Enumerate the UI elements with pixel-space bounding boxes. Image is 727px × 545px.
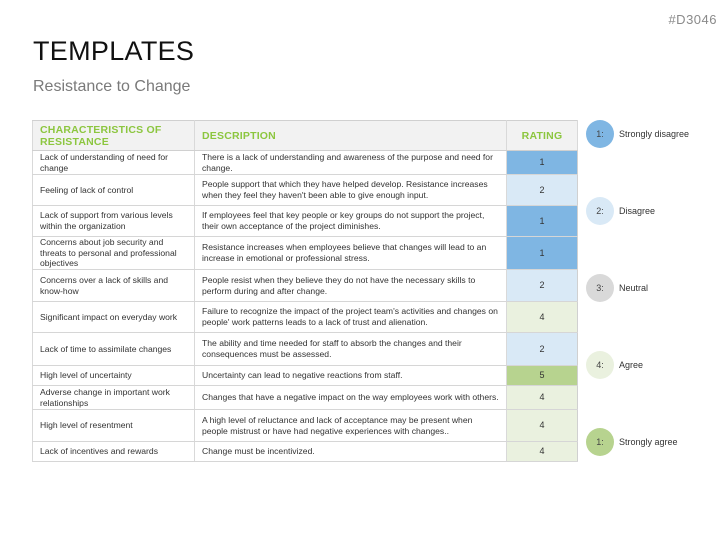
page-subtitle: Resistance to Change — [33, 78, 191, 95]
cell-characteristic: Concerns about job security and threats to personal and professional objectives — [33, 237, 195, 270]
cell-rating: 2 — [507, 333, 578, 366]
cell-rating: 5 — [507, 366, 578, 386]
header-characteristics: CHARACTERISTICS OF RESISTANCE — [33, 121, 195, 151]
legend-item — [586, 120, 726, 148]
legend-circle: 4: — [586, 351, 614, 379]
table-row — [33, 386, 578, 410]
cell-characteristic: Lack of understanding of need for change — [33, 151, 195, 175]
cell-characteristic: High level of uncertainty — [33, 366, 195, 386]
table-row — [33, 151, 578, 175]
cell-description: Resistance increases when employees believe that changes will lead to an increase in emotional or professional stress. — [195, 237, 507, 270]
table-row — [33, 237, 578, 270]
legend-label: Agree — [619, 360, 644, 370]
legend-item — [586, 274, 726, 302]
cell-description: Uncertainty can lead to negative reactions from staff. — [195, 366, 507, 386]
cell-description: Change must be incentivized. — [195, 442, 507, 462]
cell-rating: 4 — [507, 386, 578, 410]
legend-label: Neutral — [619, 283, 649, 293]
document-id: #D3046 — [668, 12, 717, 27]
cell-description: People resist when they believe they do not have the necessary skills to perform during and after change. — [195, 270, 507, 302]
cell-characteristic: Lack of incentives and rewards — [33, 442, 195, 462]
cell-characteristic: Lack of support from various levels within the organization — [33, 206, 195, 237]
cell-rating: 1 — [507, 206, 578, 237]
cell-rating: 1 — [507, 237, 578, 270]
cell-rating: 4 — [507, 410, 578, 442]
cell-description: There is a lack of understanding and awareness of the purpose and need for change. — [195, 151, 507, 175]
cell-description: A high level of reluctance and lack of acceptance may be present when people mistrust or have had negative experiences with changes.. — [195, 410, 507, 442]
legend-label: Disagree — [619, 206, 656, 216]
cell-characteristic: Adverse change in important work relationships — [33, 386, 195, 410]
legend-circle: 1: — [586, 428, 614, 456]
legend-circle: 2: — [586, 197, 614, 225]
table-row — [33, 366, 578, 386]
table-row — [33, 206, 578, 237]
header-rating: RATING — [507, 121, 578, 151]
legend-label: Strongly disagree — [619, 129, 690, 139]
cell-rating: 2 — [507, 270, 578, 302]
cell-description: The ability and time needed for staff to absorb the changes and their consequences must be assessed. — [195, 333, 507, 366]
legend-circle: 3: — [586, 274, 614, 302]
cell-rating: 1 — [507, 151, 578, 175]
legend-item — [586, 428, 726, 456]
cell-characteristic: High level of resentment — [33, 410, 195, 442]
legend-item — [586, 351, 726, 379]
table-row — [33, 270, 578, 302]
table-body — [33, 151, 578, 462]
table-row — [33, 410, 578, 442]
cell-description: Failure to recognize the impact of the project team's activities and changes on people' work patterns leads to a lack of trust and alienation. — [195, 302, 507, 333]
table-header-row — [33, 121, 578, 151]
header-description: DESCRIPTION — [195, 121, 507, 151]
cell-rating: 4 — [507, 302, 578, 333]
legend-item — [586, 197, 726, 225]
table-row — [33, 442, 578, 462]
page-title: TEMPLATES — [33, 36, 195, 66]
cell-rating: 4 — [507, 442, 578, 462]
table-row — [33, 333, 578, 366]
cell-rating: 2 — [507, 175, 578, 206]
resistance-table — [32, 120, 578, 462]
cell-characteristic: Concerns over a lack of skills and know-how — [33, 270, 195, 302]
legend-circle: 1: — [586, 120, 614, 148]
cell-characteristic: Lack of time to assimilate changes — [33, 333, 195, 366]
table-row — [33, 175, 578, 206]
cell-characteristic: Feeling of lack of control — [33, 175, 195, 206]
cell-characteristic: Significant impact on everyday work — [33, 302, 195, 333]
cell-description: If employees feel that key people or key groups do not support the project, their own acceptance of the project diminishes. — [195, 206, 507, 237]
legend-label: Strongly agree — [619, 437, 678, 447]
cell-description: Changes that have a negative impact on the way employees work with others. — [195, 386, 507, 410]
cell-description: People support that which they have helped develop. Resistance increases when they feel they haven't been able to give enough input. — [195, 175, 507, 206]
table-row — [33, 302, 578, 333]
